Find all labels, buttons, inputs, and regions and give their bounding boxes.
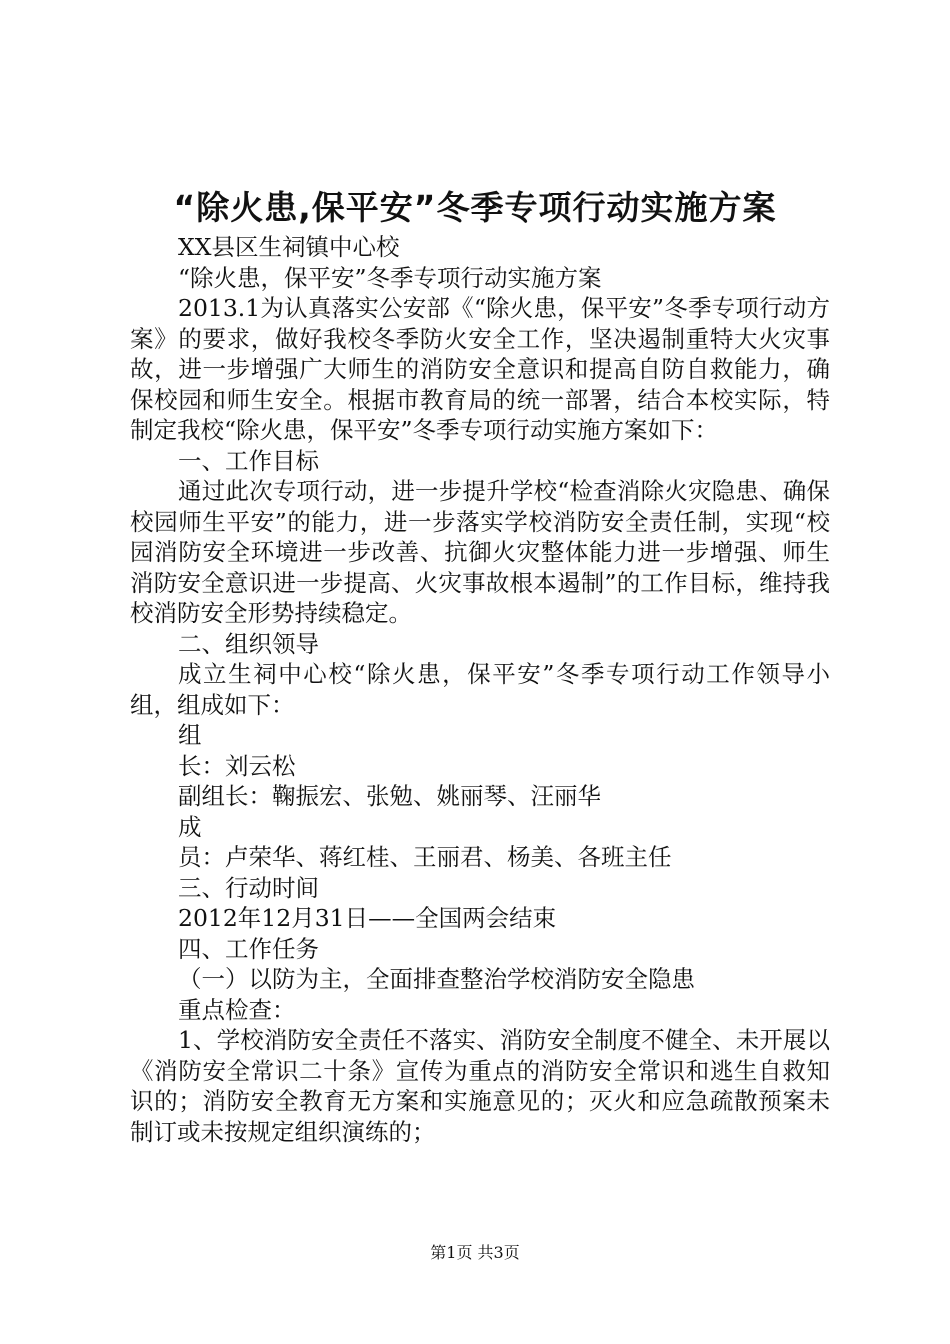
section-heading-organization: 二、组织领导 (178, 629, 319, 658)
intro-paragraph: 2013.1为认真落实公安部《“除火患，保平安”冬季专项行动方案》的要求，做好我校冬季防火安全工作，坚决遏制重特大火灾事故，进一步增强广大师生的消防安全意识和提高自防自救能力，确保校园和师生安全。根据市教育局的统一部署，结合本校实际，特制定我校“除火患，保平安”冬季专项行动实施方案如下： (130, 294, 830, 444)
leader-label-part: 组 (178, 721, 202, 749)
plan-subtitle: “除火患，保平安”冬季专项行动实施方案 (178, 263, 602, 292)
leader-line: 长：刘云松 (178, 751, 296, 780)
document-title: “除火患,保平安”冬季专项行动实施方案 (173, 188, 777, 227)
organization-paragraph: 成立生祠中心校“除火患，保平安”冬季专项行动工作领导小组，组成如下： (130, 660, 830, 719)
deputy-leaders-line: 副组长：鞠振宏、张勉、姚丽琴、汪丽华 (178, 782, 601, 810)
school-name: XX县区生祠镇中心校 (178, 233, 400, 261)
document-body (130, 232, 830, 1147)
section-heading-goals: 一、工作目标 (178, 446, 319, 475)
section-heading-time: 三、行动时间 (178, 873, 319, 902)
members-line: 员：卢荣华、蒋红桂、王丽君、杨美、各班主任 (178, 843, 672, 871)
action-time-line: 2012年12月31日——全国两会结束 (178, 904, 557, 932)
goals-paragraph: 通过此次专项行动，进一步提升学校“检查消除火灾隐患、确保校园师生平安”的能力，进一步落实学校消防安全责任制，实现“校园消防安全环境进一步改善、抗御火灾整体能力进一步增强、师生消防安全意识进一步提高、火灾事故根本遏制”的工作目标，维持我校消防安全形势持续稳定。 (130, 477, 830, 627)
subsection-heading-prevention: （一）以防为主，全面排查整治学校消防安全隐患 (178, 965, 695, 993)
page-footer: 第1页 共3页 (430, 1243, 520, 1262)
inspection-item-1: 1、学校消防安全责任不落实、消防安全制度不健全、未开展以《消防安全常识二十条》宣传为重点的消防安全常识和逃生自救知识的；消防安全教育无方案和实施意见的；灭火和应急疏散预案未制订或未按规定组织演练的； (130, 1026, 830, 1146)
section-heading-tasks: 四、工作任务 (178, 934, 319, 963)
key-inspection-label: 重点检查： (178, 995, 296, 1024)
members-label-part: 成 (178, 812, 202, 841)
